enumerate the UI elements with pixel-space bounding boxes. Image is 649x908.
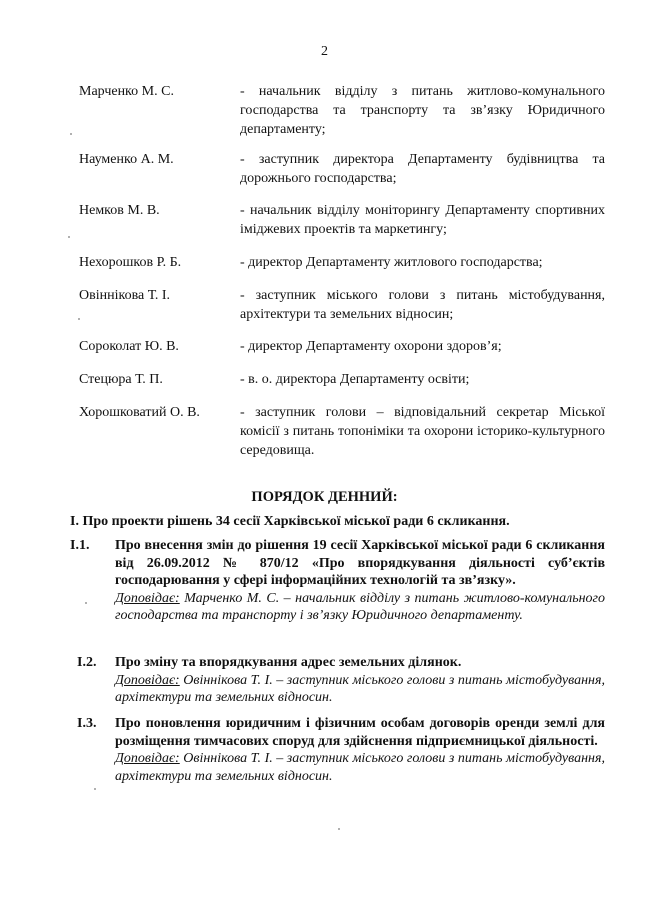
agenda-heading: ПОРЯДОК ДЕННИЙ:: [251, 489, 398, 505]
attendee-role: - начальник відділу моніторингу Департаменту спортивних іміджевих проектів та маркетингу;: [240, 203, 605, 237]
attendee-role: - в. о. директора Департаменту освіти;: [240, 372, 470, 387]
agenda-item-title: Про поновлення юридичним і фізичним особам договорів оренди землі для розміщення тимчасових споруд для здійснення підприємницької діяльності.: [115, 716, 605, 749]
agenda-item-body: [115, 537, 605, 625]
agenda-item-body: [115, 715, 605, 785]
attendee-name: Нехорошков Р. Б.: [79, 255, 182, 270]
attendee-name: Марченко М. С.: [79, 84, 174, 99]
speaker-label: Доповідає:: [115, 590, 180, 606]
agenda-item-speaker: [115, 750, 605, 785]
attendee-name: Немков М. В.: [79, 203, 160, 218]
agenda-item-body: [115, 654, 605, 707]
attendee-name: Стецюра Т. П.: [79, 372, 163, 387]
agenda-item-title: Про зміну та впорядкування адрес земельних ділянок.: [115, 655, 462, 670]
page-number: 2: [321, 44, 328, 59]
agenda-item-number: І.3.: [77, 716, 97, 731]
section-title: І. Про проекти рішень 34 сесії Харківської міської ради 6 скликання.: [70, 514, 510, 529]
scan-speck: [70, 133, 72, 135]
attendee-name: Сороколат Ю. В.: [79, 339, 179, 354]
attendee-role: - директор Департаменту житлового господарства;: [240, 255, 543, 270]
attendee-role: - начальник відділу з питань житлово-комунального господарства та транспорту та зв’язку Юридичного департаменту;: [240, 84, 605, 137]
attendee-role: - заступник голови – відповідальний секретар Міської комісії з питань топоніміки та охорони історико-культурного середовища.: [240, 405, 605, 458]
attendee-role: - директор Департаменту охорони здоров’я;: [240, 339, 502, 354]
speaker-text: Овіннікова Т. І. – заступник міського голови з питань містобудування, архітектури та земельних відносин.: [115, 672, 605, 705]
agenda-item-speaker: [115, 672, 605, 707]
scan-speck: [78, 318, 80, 320]
attendee-name: Науменко А. М.: [79, 152, 174, 167]
scan-speck: [94, 788, 96, 790]
scan-speck: [338, 828, 340, 830]
speaker-label: Доповідає:: [115, 751, 180, 766]
scan-speck: [68, 236, 70, 238]
agenda-item-title: Про внесення змін до рішення 19 сесії Харківської міської ради 6 скликання від 26.09.2012 № 870/12 «Про впорядкування діяльності суб’єктів господарювання у сфері інформаційних технологій та зв’язку».: [115, 538, 605, 588]
attendee-name: Овіннікова Т. І.: [79, 288, 171, 303]
attendee-role: - заступник міського голови з питань містобудування, архітектури та земельних відносин;: [240, 288, 605, 322]
speaker-text: Овіннікова Т. І. – заступник міського голови з питань містобудування, архітектури та земельних відносин.: [115, 751, 605, 784]
speaker-text: Марченко М. С. – начальник відділу з питань житлово-комунального господарства та транспорту і зв’язку Юридичного департаменту.: [115, 590, 605, 623]
scan-speck: [85, 602, 87, 604]
attendee-name: Хорошковатий О. В.: [79, 405, 200, 420]
agenda-item-number: І.1.: [70, 538, 90, 553]
attendee-role: - заступник директора Департаменту будівництва та дорожнього господарства;: [240, 152, 605, 186]
speaker-label: Доповідає:: [115, 672, 180, 688]
agenda-item-number: І.2.: [77, 655, 97, 670]
agenda-item-speaker: [115, 590, 605, 625]
